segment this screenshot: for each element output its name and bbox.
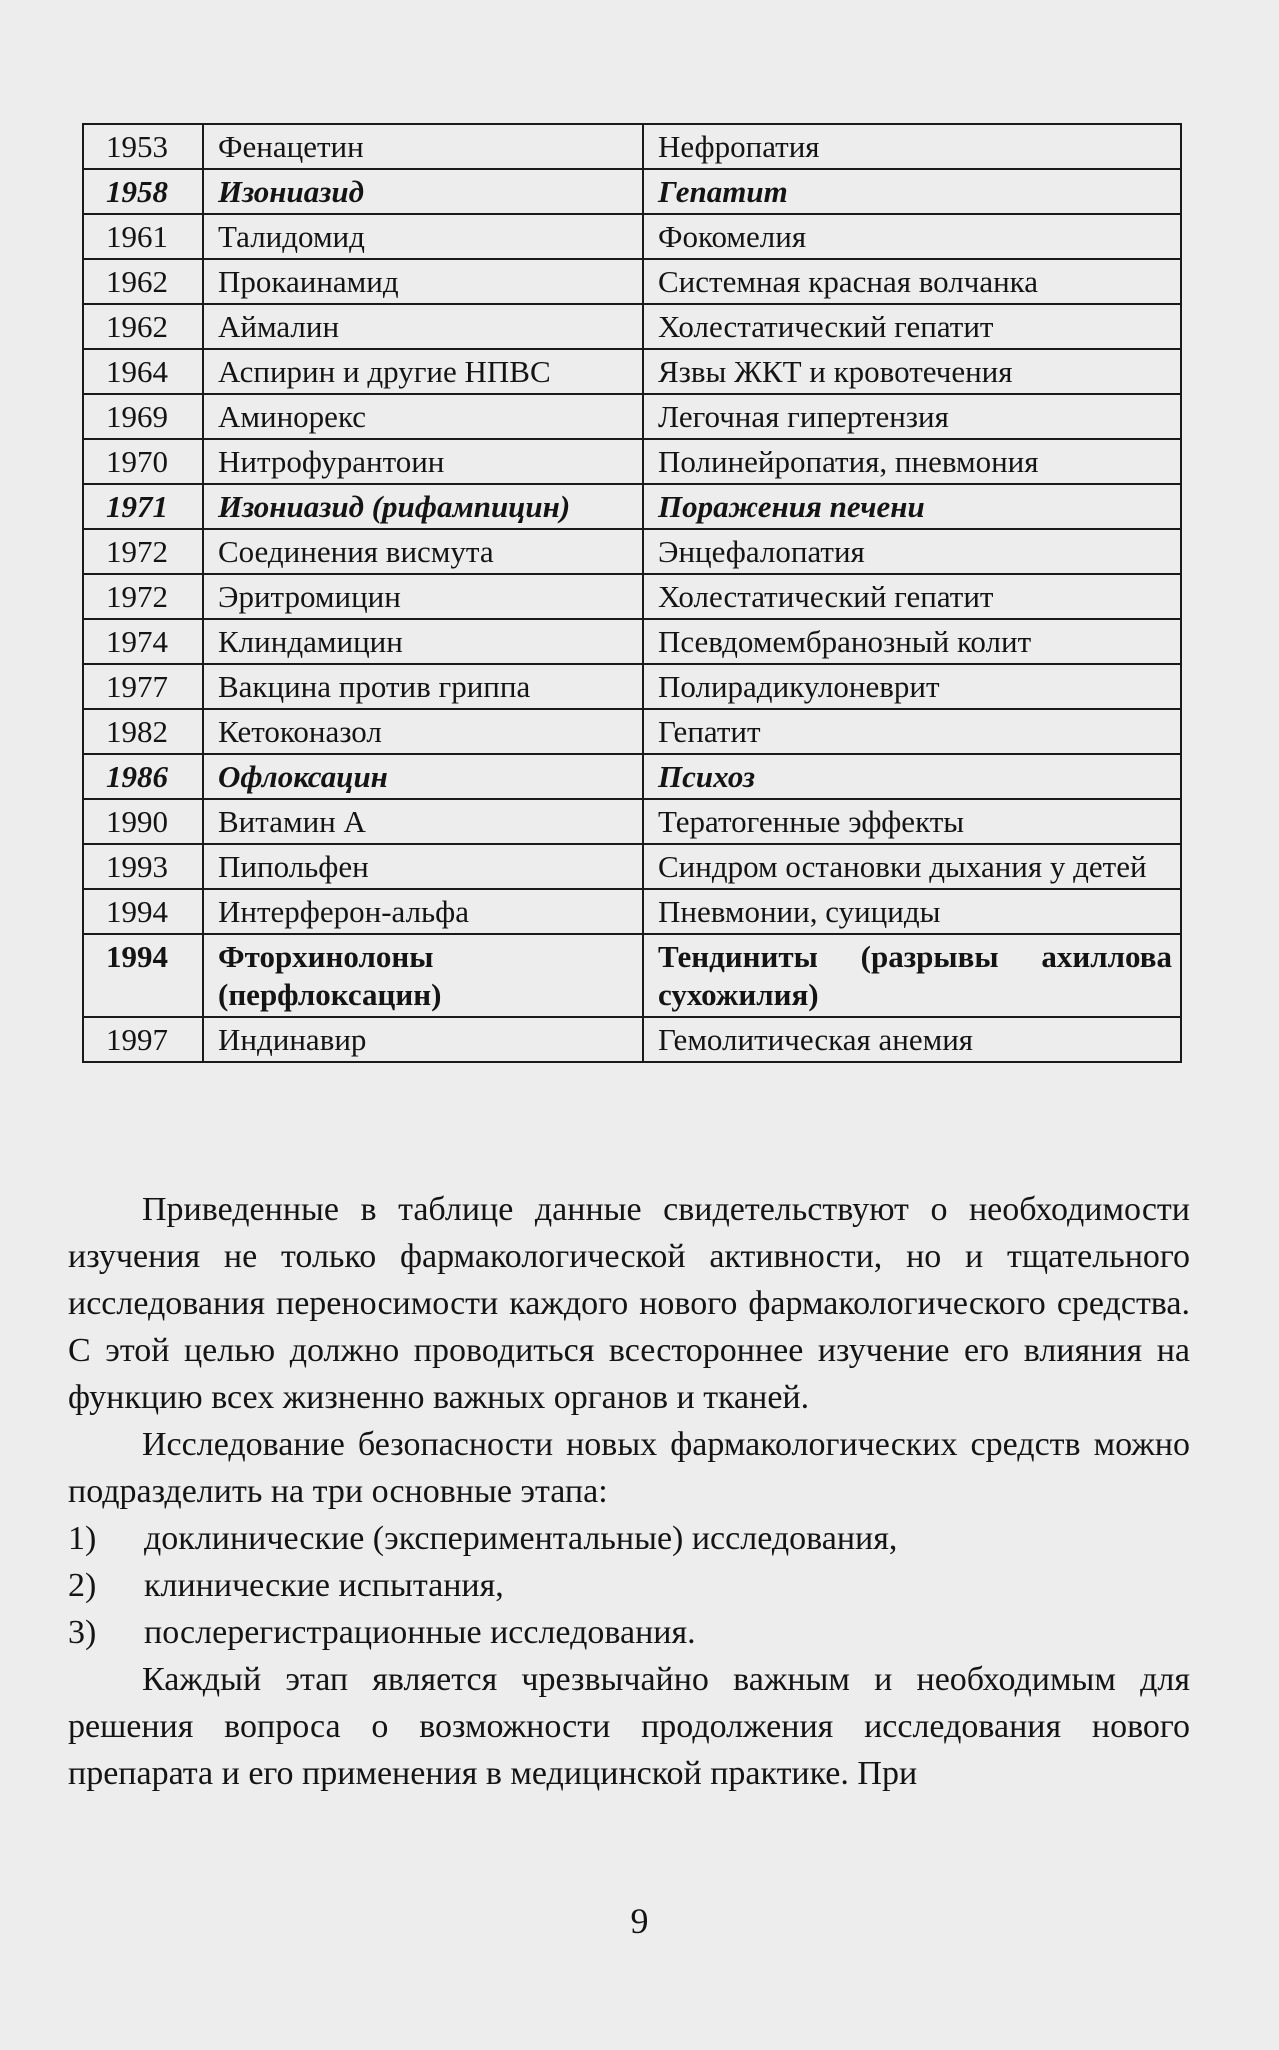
effect-cell: Тератогенные эффекты (643, 799, 1181, 844)
table-row (83, 529, 1181, 574)
drug-cell: Пипольфен (203, 844, 643, 889)
table-row (83, 844, 1181, 889)
drug-cell: Фторхинолоны (перфлоксацин) (203, 934, 643, 1017)
year-cell: 1969 (83, 394, 203, 439)
table-row (83, 619, 1181, 664)
drug-cell: Изониазид (203, 169, 643, 214)
drug-cell: Изониазид (рифампицин) (203, 484, 643, 529)
list-item (68, 1562, 1190, 1609)
year-cell: 1970 (83, 439, 203, 484)
effect-cell: Энцефалопатия (643, 529, 1181, 574)
drug-cell: Аймалин (203, 304, 643, 349)
table-row (83, 214, 1181, 259)
effect-cell: Холестатический гепатит (643, 304, 1181, 349)
year-cell: 1961 (83, 214, 203, 259)
body-text (68, 1186, 1190, 1797)
year-cell: 1986 (83, 754, 203, 799)
table-row (83, 259, 1181, 304)
table-body (83, 124, 1181, 1062)
year-cell: 1997 (83, 1017, 203, 1062)
list-text: доклинические (экспериментальные) исследования, (144, 1520, 898, 1557)
list-text: послерегистрационные исследования. (144, 1614, 696, 1651)
page-number: 9 (630, 1901, 649, 1941)
table-row (83, 934, 1181, 1017)
paragraph: Каждый этап является чрезвычайно важным и необходимым для решения вопроса о возможности продолжения исследования нового препарата и его применения в медицинской практике. При (68, 1661, 1190, 1792)
effect-cell: Легочная гипертензия (643, 394, 1181, 439)
year-cell: 1977 (83, 664, 203, 709)
effect-cell: Нефропатия (643, 124, 1181, 169)
effect-cell: Гемолитическая анемия (643, 1017, 1181, 1062)
table-row (83, 124, 1181, 169)
year-cell: 1958 (83, 169, 203, 214)
drug-cell: Офлоксацин (203, 754, 643, 799)
year-cell: 1974 (83, 619, 203, 664)
effect-cell: Тендиниты (разрывы ахиллова сухожилия) (643, 934, 1181, 1017)
drug-cell: Фенацетин (203, 124, 643, 169)
drug-cell: Клиндамицин (203, 619, 643, 664)
table-row (83, 664, 1181, 709)
year-cell: 1972 (83, 574, 203, 619)
effect-cell: Псевдомембранозный колит (643, 619, 1181, 664)
adverse-reactions-table (82, 123, 1182, 1063)
drug-cell: Вакцина против гриппа (203, 664, 643, 709)
effect-cell: Гепатит (643, 169, 1181, 214)
drug-cell: Кетоконазол (203, 709, 643, 754)
list-number: 1) (68, 1520, 97, 1557)
table-row (83, 574, 1181, 619)
table-row (83, 394, 1181, 439)
drug-cell: Аспирин и другие НПВС (203, 349, 643, 394)
drug-cell: Соединения висмута (203, 529, 643, 574)
year-cell: 1964 (83, 349, 203, 394)
effect-cell: Гепатит (643, 709, 1181, 754)
drug-cell: Нитрофурантоин (203, 439, 643, 484)
paragraph: Исследование безопасности новых фармакологических средств можно подразделить на три основные этапа: (68, 1426, 1190, 1510)
table-row (83, 439, 1181, 484)
list-number: 2) (68, 1567, 97, 1604)
table-row (83, 799, 1181, 844)
year-cell: 1971 (83, 484, 203, 529)
table-row (83, 484, 1181, 529)
table-row (83, 304, 1181, 349)
table-row (83, 1017, 1181, 1062)
table-row (83, 349, 1181, 394)
effect-cell: Поражения печени (643, 484, 1181, 529)
table-row (83, 709, 1181, 754)
effect-cell: Язвы ЖКТ и кровотечения (643, 349, 1181, 394)
drug-cell: Интерферон-альфа (203, 889, 643, 934)
stages-list (68, 1515, 1190, 1656)
year-cell: 1994 (83, 934, 203, 1017)
effect-cell: Системная красная волчанка (643, 259, 1181, 304)
year-cell: 1953 (83, 124, 203, 169)
drug-cell: Эритромицин (203, 574, 643, 619)
drug-cell: Аминорекс (203, 394, 643, 439)
year-cell: 1962 (83, 259, 203, 304)
year-cell: 1990 (83, 799, 203, 844)
effect-cell: Психоз (643, 754, 1181, 799)
effect-cell: Фокомелия (643, 214, 1181, 259)
effect-cell: Пневмонии, суициды (643, 889, 1181, 934)
effect-cell: Полинейропатия, пневмония (643, 439, 1181, 484)
table-row (83, 169, 1181, 214)
table-row (83, 754, 1181, 799)
year-cell: 1993 (83, 844, 203, 889)
year-cell: 1972 (83, 529, 203, 574)
drug-cell: Витамин А (203, 799, 643, 844)
list-number: 3) (68, 1614, 97, 1651)
list-item (68, 1609, 1190, 1656)
year-cell: 1962 (83, 304, 203, 349)
year-cell: 1982 (83, 709, 203, 754)
list-text: клинические испытания, (144, 1567, 504, 1604)
list-item (68, 1515, 1190, 1562)
effect-cell: Полирадикулоневрит (643, 664, 1181, 709)
table-row (83, 889, 1181, 934)
drug-cell: Прокаинамид (203, 259, 643, 304)
drug-cell: Индинавир (203, 1017, 643, 1062)
effect-cell: Холестатический гепатит (643, 574, 1181, 619)
effect-cell: Синдром остановки дыхания у детей (643, 844, 1181, 889)
paragraph: Приведенные в таблице данные свидетельствуют о необходимости изучения не только фармакологической активности, но и тщательного исследования переносимости каждого нового фармакологического средства. С этой целью должно проводиться всестороннее изучение его влияния на функцию всех жизненно важных органов и тканей. (68, 1191, 1190, 1416)
drug-cell: Талидомид (203, 214, 643, 259)
year-cell: 1994 (83, 889, 203, 934)
